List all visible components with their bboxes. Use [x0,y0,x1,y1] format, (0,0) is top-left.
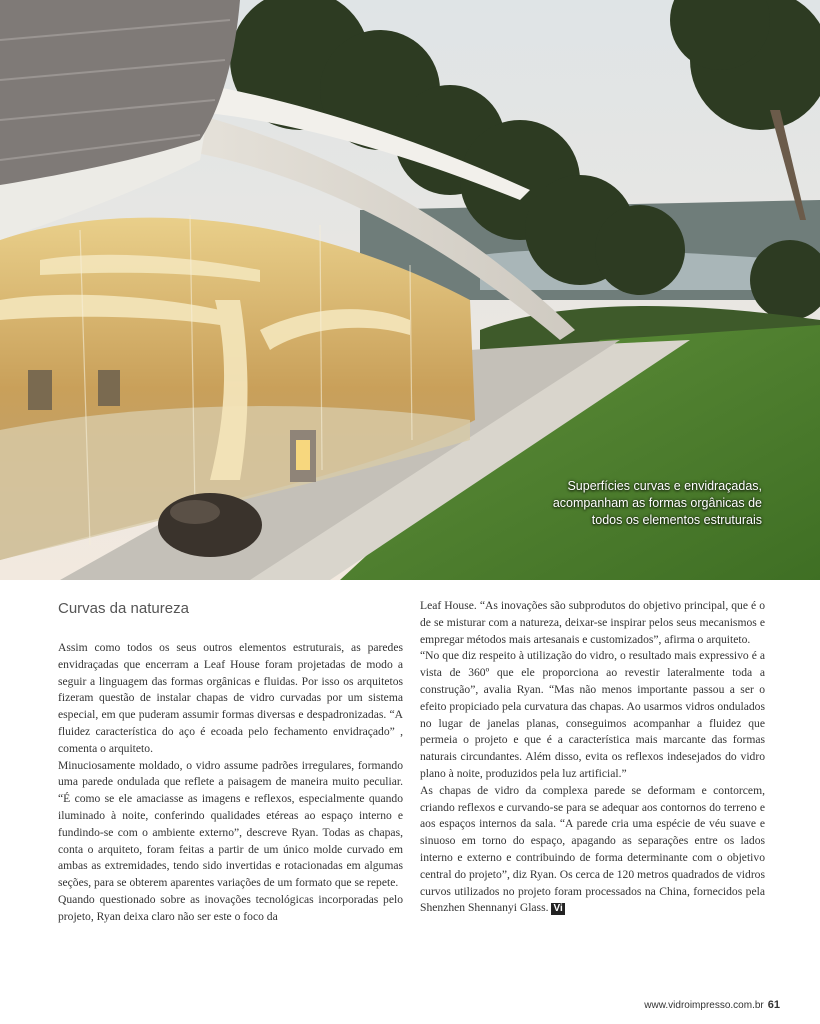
paragraph: Leaf House. “As inovações são subprodutos do objetivo principal, que é o de se misturar com a natureza, deixar-se inspirar pelos seus mecanismos e empregar métodos mais artesanais e customizados”, afirma o arquiteto. [420,599,765,646]
page-footer [644,999,780,1011]
paragraph-text: As chapas de vidro da complexa parede se deformam e contorcem, criando reflexos e curvando-se para se adequar aos contornos do terreno e aos espaços internos da sala. “A parede cria uma espécie de véu suave e sinuoso em torno do espaço, apagando as separações entre os lados interno e externo e contribuindo de forma determinante com o objetivo central do projeto”, diz Ryan. Os cerca de 120 metros quadrados de vidros curvos utilizados no projeto foram processados na China, fornecidos pela Shenzhen Shennanyi Glass. [420,783,765,915]
end-mark-logo: Vi [553,903,563,915]
paragraph: Minuciosamente moldado, o vidro assume padrões irregulares, formando uma parede ondulada que reflete a paisagem de maneira muito peculiar. “É como se ele amaciasse as imagens e reflexos, especialmente quando iluminado à noite, conferindo qualidades etéreas ao espaço interno e fundindo-se com o ambiente externo”, descreve Ryan. Todas as chapas, conta o arquiteto, foram feitas a partir de um único molde curvado em ambas as extremidades, tendo sido invertidas e rotacionadas em algumas seções, para se obterem aparentes variações de um formato que se repete. [58,758,403,890]
paragraph: “No que diz respeito à utilização do vidro, o resultado mais expressivo é a vista de 360º que ele proporciona ao revestir lateralmente toda a construção”, avalia Ryan. “Mas não menos importante passou a ser o efeito propiciado pela curvatura das chapas. Ao usarmos vidros ondulados no lugar de janelas planas, conseguimos acompanhar a fluidez que permeia o projeto e que é a característica mais marcante das formas naturais circundantes. Além disso, evita os reflexos indesejados do vidro plano à noite, produzidos pela luz artificial.” [420,649,765,780]
photo-caption: Superfícies curvas e envidraçadas, acompanham as formas orgânicas de todos os elementos estruturais [552,479,762,527]
section-heading: Curvas da natureza [58,600,189,617]
page-number: 61 [767,999,780,1011]
article-column-left [58,640,403,926]
paragraph-last [420,783,765,917]
article-column-right [420,598,765,917]
paragraph: Quando questionado sobre as inovações tecnológicas incorporadas pelo projeto, Ryan deixa claro não ser este o foco da [58,892,403,923]
paragraph: Assim como todos os seus outros elementos estruturais, as paredes envidraçadas que encerram a Leaf House foram projetadas de modo a seguir a linguagem das formas orgânicas e fluidas. Por isso os arquitetos fizeram questão de instalar chapas de vidro curvadas por um sistema especial, em que puderam assumir formas diversas e despadronizadas. “A fluidez característica do aço é ecoada pelo fechamento envidraçado” , comenta o arquiteto. [58,641,403,755]
footer-url[interactable]: www.vidroimpresso.com.br [644,1000,764,1011]
